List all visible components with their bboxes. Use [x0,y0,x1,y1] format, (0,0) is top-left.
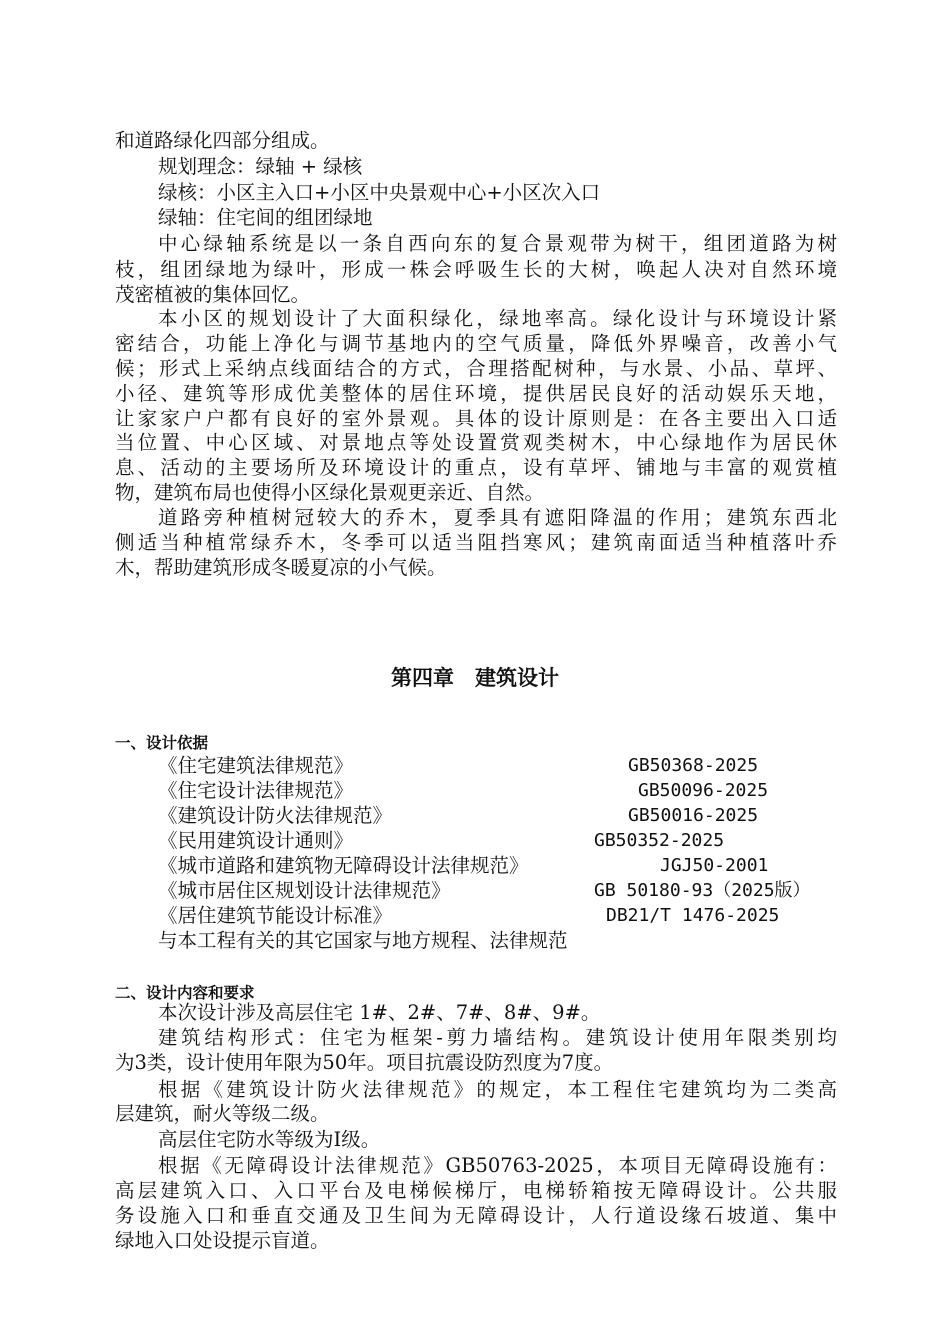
reference-name: 《城市道路和建筑物无障碍设计法律规范》 [158,854,529,877]
text-line: 本次设计涉及高层住宅 1#、2#、7#、8#、9#。 [158,1001,601,1024]
text-line: 道路旁种植树冠较大的乔木，夏季具有遮阳降温的作用；建筑东西北 [158,506,837,529]
text-line: 绿地入口处设提示盲道。 [115,1229,330,1252]
text-line: 物，建筑布局也使得小区绿化景观更亲近、自然。 [115,481,545,504]
section-heading: 二、设计内容和要求 [115,984,255,1002]
reference-name: 《居住建筑节能设计标准》 [158,904,393,927]
text-line: 根据《无障碍设计法律规范》GB50763-2025，本项目无障碍设施有： [158,1154,837,1177]
text-line: 务设施入口和垂直交通及卫生间为无障碍设计，人行道设缘石坡道、集中 [115,1204,837,1227]
reference-code: GB50352-2025 [594,830,725,851]
text-line: 密结合，功能上净化与调节基地内的空气质量，降低外界噪音，改善小气 [115,332,837,355]
text-line: 木，帮助建筑形成冬暖夏凉的小气候。 [115,556,447,579]
text-line: 息、活动的主要场所及环境设计的重点，设有草坪、铺地与丰富的观赏植 [115,456,837,479]
text-line: 侧适当种植常绿乔木，冬季可以适当阻挡寒风；建筑南面适当种植落叶乔 [115,531,837,554]
text-line: 与本工程有关的其它国家与地方规程、法律规范 [158,929,568,952]
reference-code: GB50368-2025 [628,755,759,776]
text-line: 小径、建筑等形成优美整体的居住环境，提供居民良好的活动娱乐天地， [115,382,837,405]
text-line: 高层住宅防水等级为Ⅰ级。 [158,1128,381,1151]
text-line: 本小区的规划设计了大面积绿化，绿地率高。绿化设计与环境设计紧 [158,307,837,330]
text-line: 枝，组团绿地为绿叶，形成一株会呼吸生长的大树，唤起人决对自然环境 [115,258,837,281]
reference-code: JGJ50-2001 [660,855,769,876]
text-line: 规划理念：绿轴 + 绿核 [158,155,363,178]
reference-name: 《民用建筑设计通则》 [158,829,354,852]
reference-name: 《建筑设计防火法律规范》 [158,804,393,827]
text-line: 候；形式上采纳点线面结合的方式，合理搭配树种，与水景、小品、草坪、 [115,357,837,380]
reference-code: GB50016-2025 [628,805,759,826]
reference-code: GB50096-2025 [638,780,769,801]
text-line: 层建筑，耐火等级二级。 [115,1102,330,1125]
text-line: 建筑结构形式：住宅为框架-剪力墙结构。建筑设计使用年限类别均 [158,1026,837,1049]
text-line: 中心绿轴系统是以一条自西向东的复合景观带为树干，组团道路为树 [158,232,837,255]
chapter-title: 第四章 建筑设计 [391,666,559,690]
text-line: 绿轴：住宅间的组团绿地 [158,206,373,229]
reference-name: 《住宅建筑法律规范》 [158,754,354,777]
text-line: 为3类，设计使用年限为50年。项目抗震设防烈度为7度。 [115,1051,614,1074]
text-line: 根据《建筑设计防火法律规范》的规定，本工程住宅建筑均为二类高 [158,1078,837,1101]
reference-name: 《住宅设计法律规范》 [158,779,354,802]
text-line: 茂密植被的集体回忆。 [115,283,311,306]
section-heading: 一、设计依据 [115,734,209,752]
text-line: 绿核：小区主入口+小区中央景观中心+小区次入口 [158,181,601,204]
reference-code: DB21/T 1476-2025 [606,905,780,926]
text-line: 高层建筑入口、入口平台及电梯候梯厅，电梯轿箱按无障碍设计。公共服 [115,1179,837,1202]
text-line: 当位置、中心区域、对景地点等处设置赏观类树木，中心绿地作为居民休 [115,431,837,454]
reference-name: 《城市居住区规划设计法律规范》 [158,879,451,902]
text-line: 让家家户户都有良好的室外景观。具体的设计原则是：在各主要出入口适 [115,407,837,430]
reference-code: GB 50180-93（2025版） [594,880,811,901]
text-line: 和道路绿化四部分组成。 [115,129,330,152]
